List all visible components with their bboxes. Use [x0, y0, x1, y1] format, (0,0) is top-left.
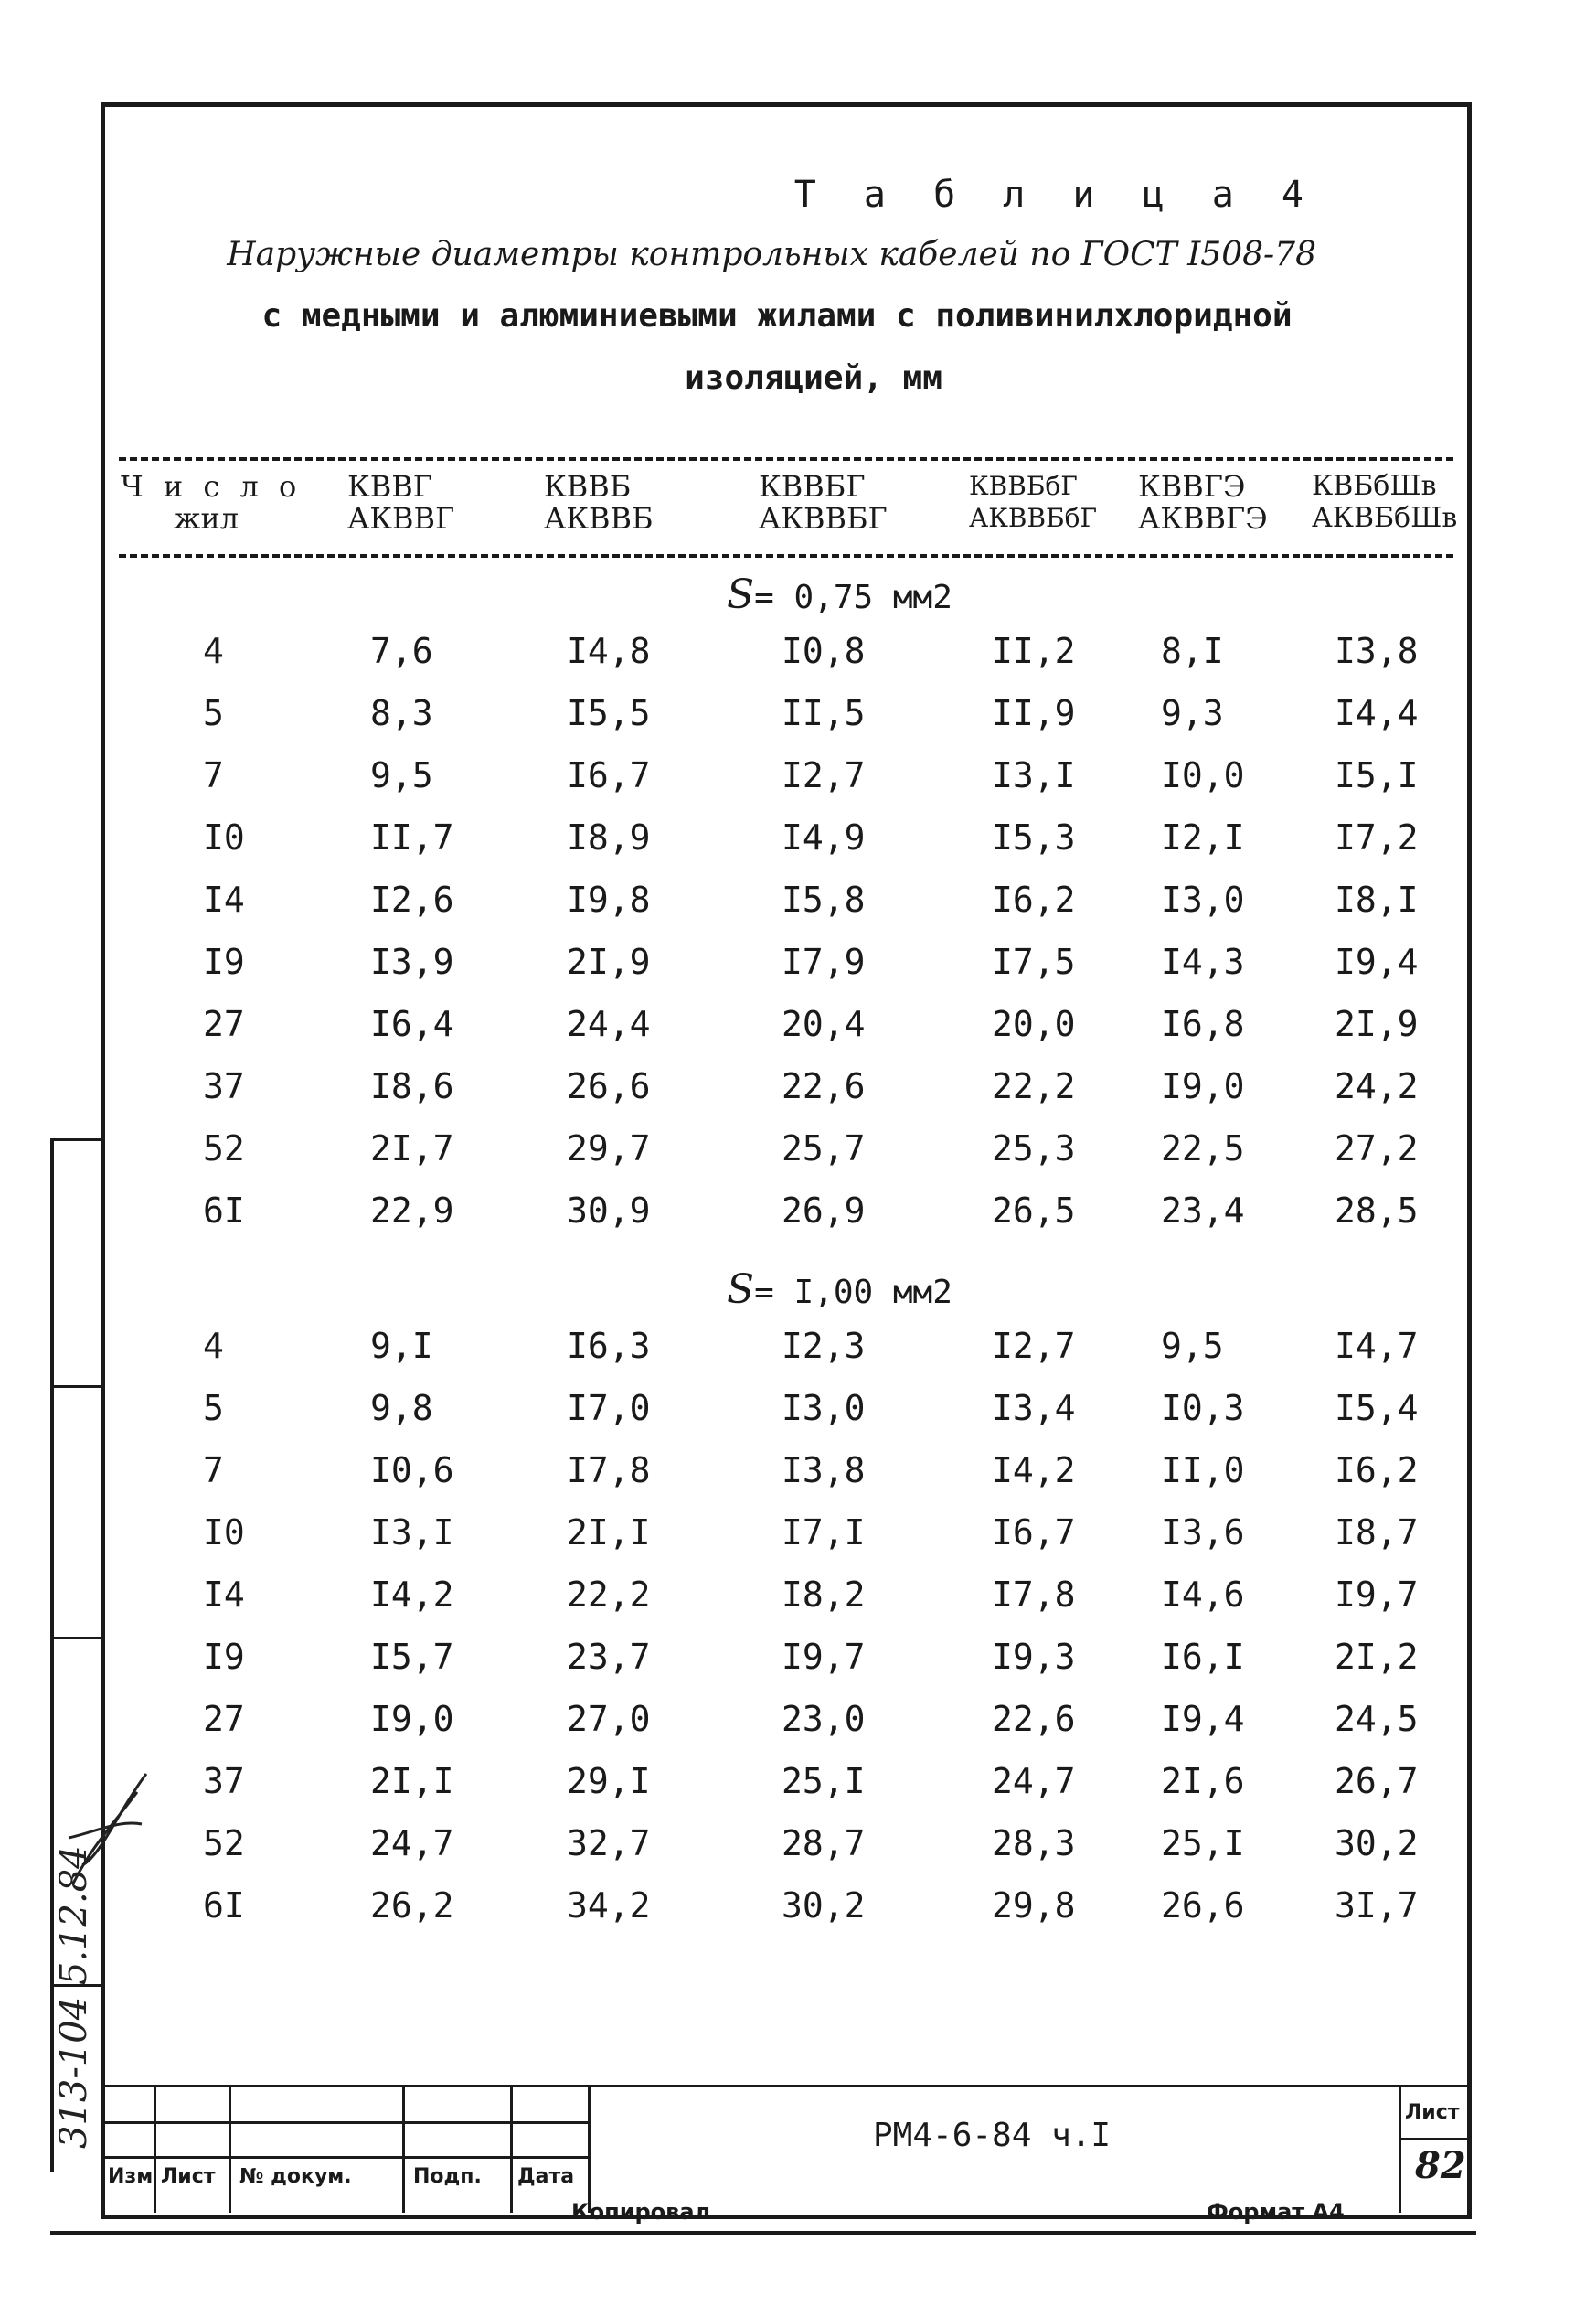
document-code: РМ4-6-84 ч.I — [873, 2117, 1112, 2154]
cell-diameter: I8,9 — [567, 817, 651, 858]
cell-diameter: 25,I — [782, 1761, 866, 1801]
cell-diameter: 2I,2 — [1335, 1637, 1419, 1677]
stamp-podp-label: Подп. — [413, 2165, 482, 2188]
cell-diameter: 9,3 — [1161, 693, 1224, 733]
cell-core-count: I0 — [203, 1512, 245, 1553]
cell-diameter: 3I,7 — [1335, 1885, 1419, 1926]
cell-diameter: 30,9 — [567, 1190, 651, 1231]
cell-diameter: I2,I — [1161, 817, 1245, 858]
cell-diameter: I4,9 — [782, 817, 866, 858]
cell-diameter: 32,7 — [567, 1823, 651, 1863]
table-caption-line1: Наружные диаметры контрольных кабелей по ГОСТ I508-78 — [227, 236, 1316, 273]
cell-diameter: 22,2 — [567, 1574, 651, 1615]
cell-diameter: 23,0 — [782, 1699, 866, 1739]
table-row — [0, 1512, 1596, 1567]
cell-diameter: 25,7 — [782, 1128, 866, 1169]
cell-diameter: 2I,I — [567, 1512, 651, 1553]
cell-diameter: I6,8 — [1161, 1004, 1245, 1044]
cell-diameter: I6,7 — [567, 755, 651, 795]
cell-diameter: 28,7 — [782, 1823, 866, 1863]
cell-diameter: I7,0 — [567, 1388, 651, 1428]
cell-diameter: 22,2 — [992, 1066, 1076, 1106]
cell-diameter: 29,I — [567, 1761, 651, 1801]
cell-diameter: I6,2 — [992, 880, 1076, 920]
cell-diameter: I5,7 — [370, 1637, 454, 1677]
cell-diameter: I7,8 — [992, 1574, 1076, 1615]
cell-diameter: I9,0 — [370, 1699, 454, 1739]
header-col4-l1: КВВБбГ — [969, 471, 1078, 501]
cell-diameter: 2I,9 — [1335, 1004, 1419, 1044]
table-row — [0, 1326, 1596, 1381]
stamp-top-line — [105, 2085, 1472, 2087]
cell-diameter: 26,7 — [1335, 1761, 1419, 1801]
header-col1-l2: АКВВГ — [347, 501, 455, 536]
cell-diameter: I4,7 — [1335, 1326, 1419, 1366]
cell-diameter: I9,8 — [567, 880, 651, 920]
cell-core-count: I4 — [203, 880, 245, 920]
cell-diameter: I2,6 — [370, 880, 454, 920]
cell-diameter: I8,2 — [782, 1574, 866, 1615]
table-row — [0, 631, 1596, 686]
cell-diameter: I9,4 — [1161, 1699, 1245, 1739]
cell-diameter: I5,3 — [992, 817, 1076, 858]
cell-diameter: I5,4 — [1335, 1388, 1419, 1428]
cell-diameter: I9,7 — [1335, 1574, 1419, 1615]
cell-diameter: 2I,6 — [1161, 1761, 1245, 1801]
stamp-row-line — [105, 2121, 590, 2124]
header-count-sublabel: жил — [174, 501, 239, 536]
stamp-list-label: Лист — [161, 2165, 216, 2188]
cell-diameter: I4,2 — [992, 1450, 1076, 1490]
cell-diameter: 8,I — [1161, 631, 1224, 671]
cell-core-count: 5 — [203, 1388, 224, 1428]
header-col3-l2: АКВВБГ — [759, 501, 888, 536]
cell-diameter: 22,6 — [782, 1066, 866, 1106]
cell-diameter: 30,2 — [782, 1885, 866, 1926]
stamp-col-line — [1399, 2085, 1401, 2213]
cell-diameter: I6,2 — [1335, 1450, 1419, 1490]
cell-core-count: 27 — [203, 1004, 245, 1044]
cell-diameter: II,0 — [1161, 1450, 1245, 1490]
table-title: Т а б л и ц а 4 — [793, 174, 1316, 216]
cell-diameter: I5,8 — [782, 880, 866, 920]
cell-diameter: I3,I — [992, 755, 1076, 795]
header-col2-l2: АКВВБ — [544, 501, 654, 536]
header-col5-l2: АКВВГЭ — [1138, 501, 1268, 536]
cell-core-count: I4 — [203, 1574, 245, 1615]
cell-core-count: 4 — [203, 631, 224, 671]
cell-diameter: 24,2 — [1335, 1066, 1419, 1106]
cell-diameter: 2I,9 — [567, 942, 651, 982]
cell-diameter: I0,8 — [782, 631, 866, 671]
stamp-col-line — [229, 2085, 231, 2213]
cell-diameter: 24,7 — [992, 1761, 1076, 1801]
cell-core-count: I0 — [203, 817, 245, 858]
header-top-rule — [119, 457, 1453, 461]
cell-diameter: 30,2 — [1335, 1823, 1419, 1863]
stamp-sheet-divider — [1399, 2138, 1472, 2140]
cell-diameter: I6,I — [1161, 1637, 1245, 1677]
cell-diameter: I7,2 — [1335, 817, 1419, 858]
cell-diameter: I7,9 — [782, 942, 866, 982]
cell-diameter: 25,I — [1161, 1823, 1245, 1863]
cell-diameter: 26,6 — [567, 1066, 651, 1106]
cell-diameter: 26,6 — [1161, 1885, 1245, 1926]
sheet-label: Лист — [1405, 2101, 1460, 2124]
table-row — [0, 1450, 1596, 1505]
cell-diameter: 25,3 — [992, 1128, 1076, 1169]
table-row — [0, 1066, 1596, 1121]
table-row — [0, 1388, 1596, 1443]
cell-diameter: I6,3 — [567, 1326, 651, 1366]
stamp-row-line — [105, 2156, 590, 2159]
cell-diameter: I3,6 — [1161, 1512, 1245, 1553]
header-col4-l2: АКВВБбГ — [969, 503, 1097, 533]
cell-diameter: 27,0 — [567, 1699, 651, 1739]
cell-diameter: 26,5 — [992, 1190, 1076, 1231]
cell-diameter: 20,0 — [992, 1004, 1076, 1044]
cell-diameter: I6,4 — [370, 1004, 454, 1044]
cell-core-count: 7 — [203, 1450, 224, 1490]
cell-diameter: 22,9 — [370, 1190, 454, 1231]
cell-diameter: I4,8 — [567, 631, 651, 671]
cell-diameter: I0,0 — [1161, 755, 1245, 795]
table-row — [0, 817, 1596, 872]
cell-diameter: 34,2 — [567, 1885, 651, 1926]
copied-label: Копировал — [571, 2199, 711, 2225]
cell-diameter: 26,9 — [782, 1190, 866, 1231]
cell-diameter: 9,I — [370, 1326, 433, 1366]
table-row — [0, 1190, 1596, 1245]
cell-diameter: I3,0 — [782, 1388, 866, 1428]
cell-core-count: 7 — [203, 755, 224, 795]
stamp-col-line — [402, 2085, 405, 2213]
cell-diameter: 27,2 — [1335, 1128, 1419, 1169]
section-label-value: = I,00 мм2 — [754, 1274, 952, 1311]
cell-diameter: I0,6 — [370, 1450, 454, 1490]
cell-diameter: I3,4 — [992, 1388, 1076, 1428]
cell-diameter: I7,5 — [992, 942, 1076, 982]
header-col2-l1: КВВБ — [544, 469, 632, 504]
cell-core-count: 27 — [203, 1699, 245, 1739]
stamp-col-line — [588, 2085, 591, 2213]
cell-diameter: 29,8 — [992, 1885, 1076, 1926]
cell-diameter: 28,5 — [1335, 1190, 1419, 1231]
cell-core-count: 37 — [203, 1066, 245, 1106]
header-col6-l2: АКВБбШв — [1312, 502, 1458, 534]
table-row — [0, 1128, 1596, 1183]
cell-diameter: I4,3 — [1161, 942, 1245, 982]
cell-core-count: 6I — [203, 1190, 245, 1231]
cell-diameter: 8,3 — [370, 693, 433, 733]
cell-diameter: I7,8 — [567, 1450, 651, 1490]
cell-diameter: 7,6 — [370, 631, 433, 671]
header-col1-l1: КВВГ — [347, 469, 432, 504]
cell-core-count: 4 — [203, 1326, 224, 1366]
header-count-label: Ч и с л о — [121, 469, 303, 504]
table-row — [0, 755, 1596, 810]
section-label-075 — [727, 571, 952, 618]
cell-diameter: 24,5 — [1335, 1699, 1419, 1739]
header-col3-l1: КВВБГ — [759, 469, 866, 504]
side-strip-text: 313-104 5.12.84 — [53, 1845, 95, 2149]
cell-diameter: I2,7 — [992, 1326, 1076, 1366]
cell-core-count: I9 — [203, 942, 245, 982]
stamp-doc-label: № докум. — [239, 2165, 352, 2188]
stamp-data-label: Дата — [517, 2165, 575, 2188]
cell-diameter: 24,4 — [567, 1004, 651, 1044]
stamp-col-line — [154, 2085, 156, 2213]
table-row — [0, 693, 1596, 748]
cell-core-count: 5 — [203, 693, 224, 733]
stamp-izm-label: Изм — [108, 2165, 154, 2188]
table-row — [0, 1761, 1596, 1816]
cell-diameter: 23,7 — [567, 1637, 651, 1677]
table-row — [0, 1637, 1596, 1692]
section-label-100 — [727, 1266, 952, 1313]
cell-diameter: 9,5 — [1161, 1326, 1224, 1366]
cell-diameter: 9,5 — [370, 755, 433, 795]
cell-core-count: 52 — [203, 1823, 245, 1863]
cell-diameter: I5,5 — [567, 693, 651, 733]
cell-core-count: 37 — [203, 1761, 245, 1801]
cell-diameter: I3,0 — [1161, 880, 1245, 920]
table-row — [0, 1699, 1596, 1754]
table-row — [0, 942, 1596, 997]
table-row — [0, 1004, 1596, 1059]
cell-diameter: I8,6 — [370, 1066, 454, 1106]
cell-diameter: 24,7 — [370, 1823, 454, 1863]
cell-diameter: 28,3 — [992, 1823, 1076, 1863]
table-row — [0, 1574, 1596, 1629]
cell-diameter: II,9 — [992, 693, 1076, 733]
cell-diameter: II,7 — [370, 817, 454, 858]
cell-diameter: I6,7 — [992, 1512, 1076, 1553]
cell-diameter: I0,3 — [1161, 1388, 1245, 1428]
table-caption-line2: с медными и алюминиевыми жилами с поливинилхлоридной — [261, 297, 1293, 335]
stamp-col-line — [510, 2085, 513, 2213]
cross-section-symbol: S — [727, 571, 755, 618]
cell-core-count: 6I — [203, 1885, 245, 1926]
cell-core-count: I9 — [203, 1637, 245, 1677]
cell-diameter: 26,2 — [370, 1885, 454, 1926]
cell-diameter: I8,I — [1335, 880, 1419, 920]
cell-diameter: I9,7 — [782, 1637, 866, 1677]
cell-diameter: 22,6 — [992, 1699, 1076, 1739]
header-col6-l1: КВБбШв — [1312, 470, 1437, 502]
cell-diameter: I3,8 — [782, 1450, 866, 1490]
cell-diameter: 2I,7 — [370, 1128, 454, 1169]
section-label-value: = 0,75 мм2 — [754, 579, 952, 616]
cell-diameter: I2,7 — [782, 755, 866, 795]
cell-diameter: I4,4 — [1335, 693, 1419, 733]
cell-diameter: I8,7 — [1335, 1512, 1419, 1553]
cell-core-count: 52 — [203, 1128, 245, 1169]
format-label: Формат А4 — [1207, 2199, 1345, 2225]
cell-diameter: I5,I — [1335, 755, 1419, 795]
cell-diameter: II,5 — [782, 693, 866, 733]
sheet-number: 82 — [1415, 2144, 1466, 2187]
cell-diameter: 9,8 — [370, 1388, 433, 1428]
cell-diameter: I3,9 — [370, 942, 454, 982]
cell-diameter: 22,5 — [1161, 1128, 1245, 1169]
cell-diameter: 23,4 — [1161, 1190, 1245, 1231]
cell-diameter: I3,8 — [1335, 631, 1419, 671]
cell-diameter: I4,6 — [1161, 1574, 1245, 1615]
cell-diameter: I9,4 — [1335, 942, 1419, 982]
cell-diameter: I3,I — [370, 1512, 454, 1553]
cell-diameter: II,2 — [992, 631, 1076, 671]
table-row — [0, 1823, 1596, 1878]
header-col5-l1: КВВГЭ — [1138, 469, 1246, 504]
cell-diameter: I9,3 — [992, 1637, 1076, 1677]
table-row — [0, 880, 1596, 934]
table-row — [0, 1885, 1596, 1940]
cell-diameter: I2,3 — [782, 1326, 866, 1366]
cell-diameter: 20,4 — [782, 1004, 866, 1044]
cell-diameter: 2I,I — [370, 1761, 454, 1801]
cell-diameter: 29,7 — [567, 1128, 651, 1169]
header-bottom-rule — [119, 554, 1453, 558]
table-caption-line3: изоляцией, мм — [685, 359, 942, 397]
cell-diameter: I7,I — [782, 1512, 866, 1553]
cell-diameter: I4,2 — [370, 1574, 454, 1615]
cross-section-symbol: S — [727, 1266, 755, 1313]
cell-diameter: I9,0 — [1161, 1066, 1245, 1106]
page-bottom-line — [50, 2231, 1476, 2235]
